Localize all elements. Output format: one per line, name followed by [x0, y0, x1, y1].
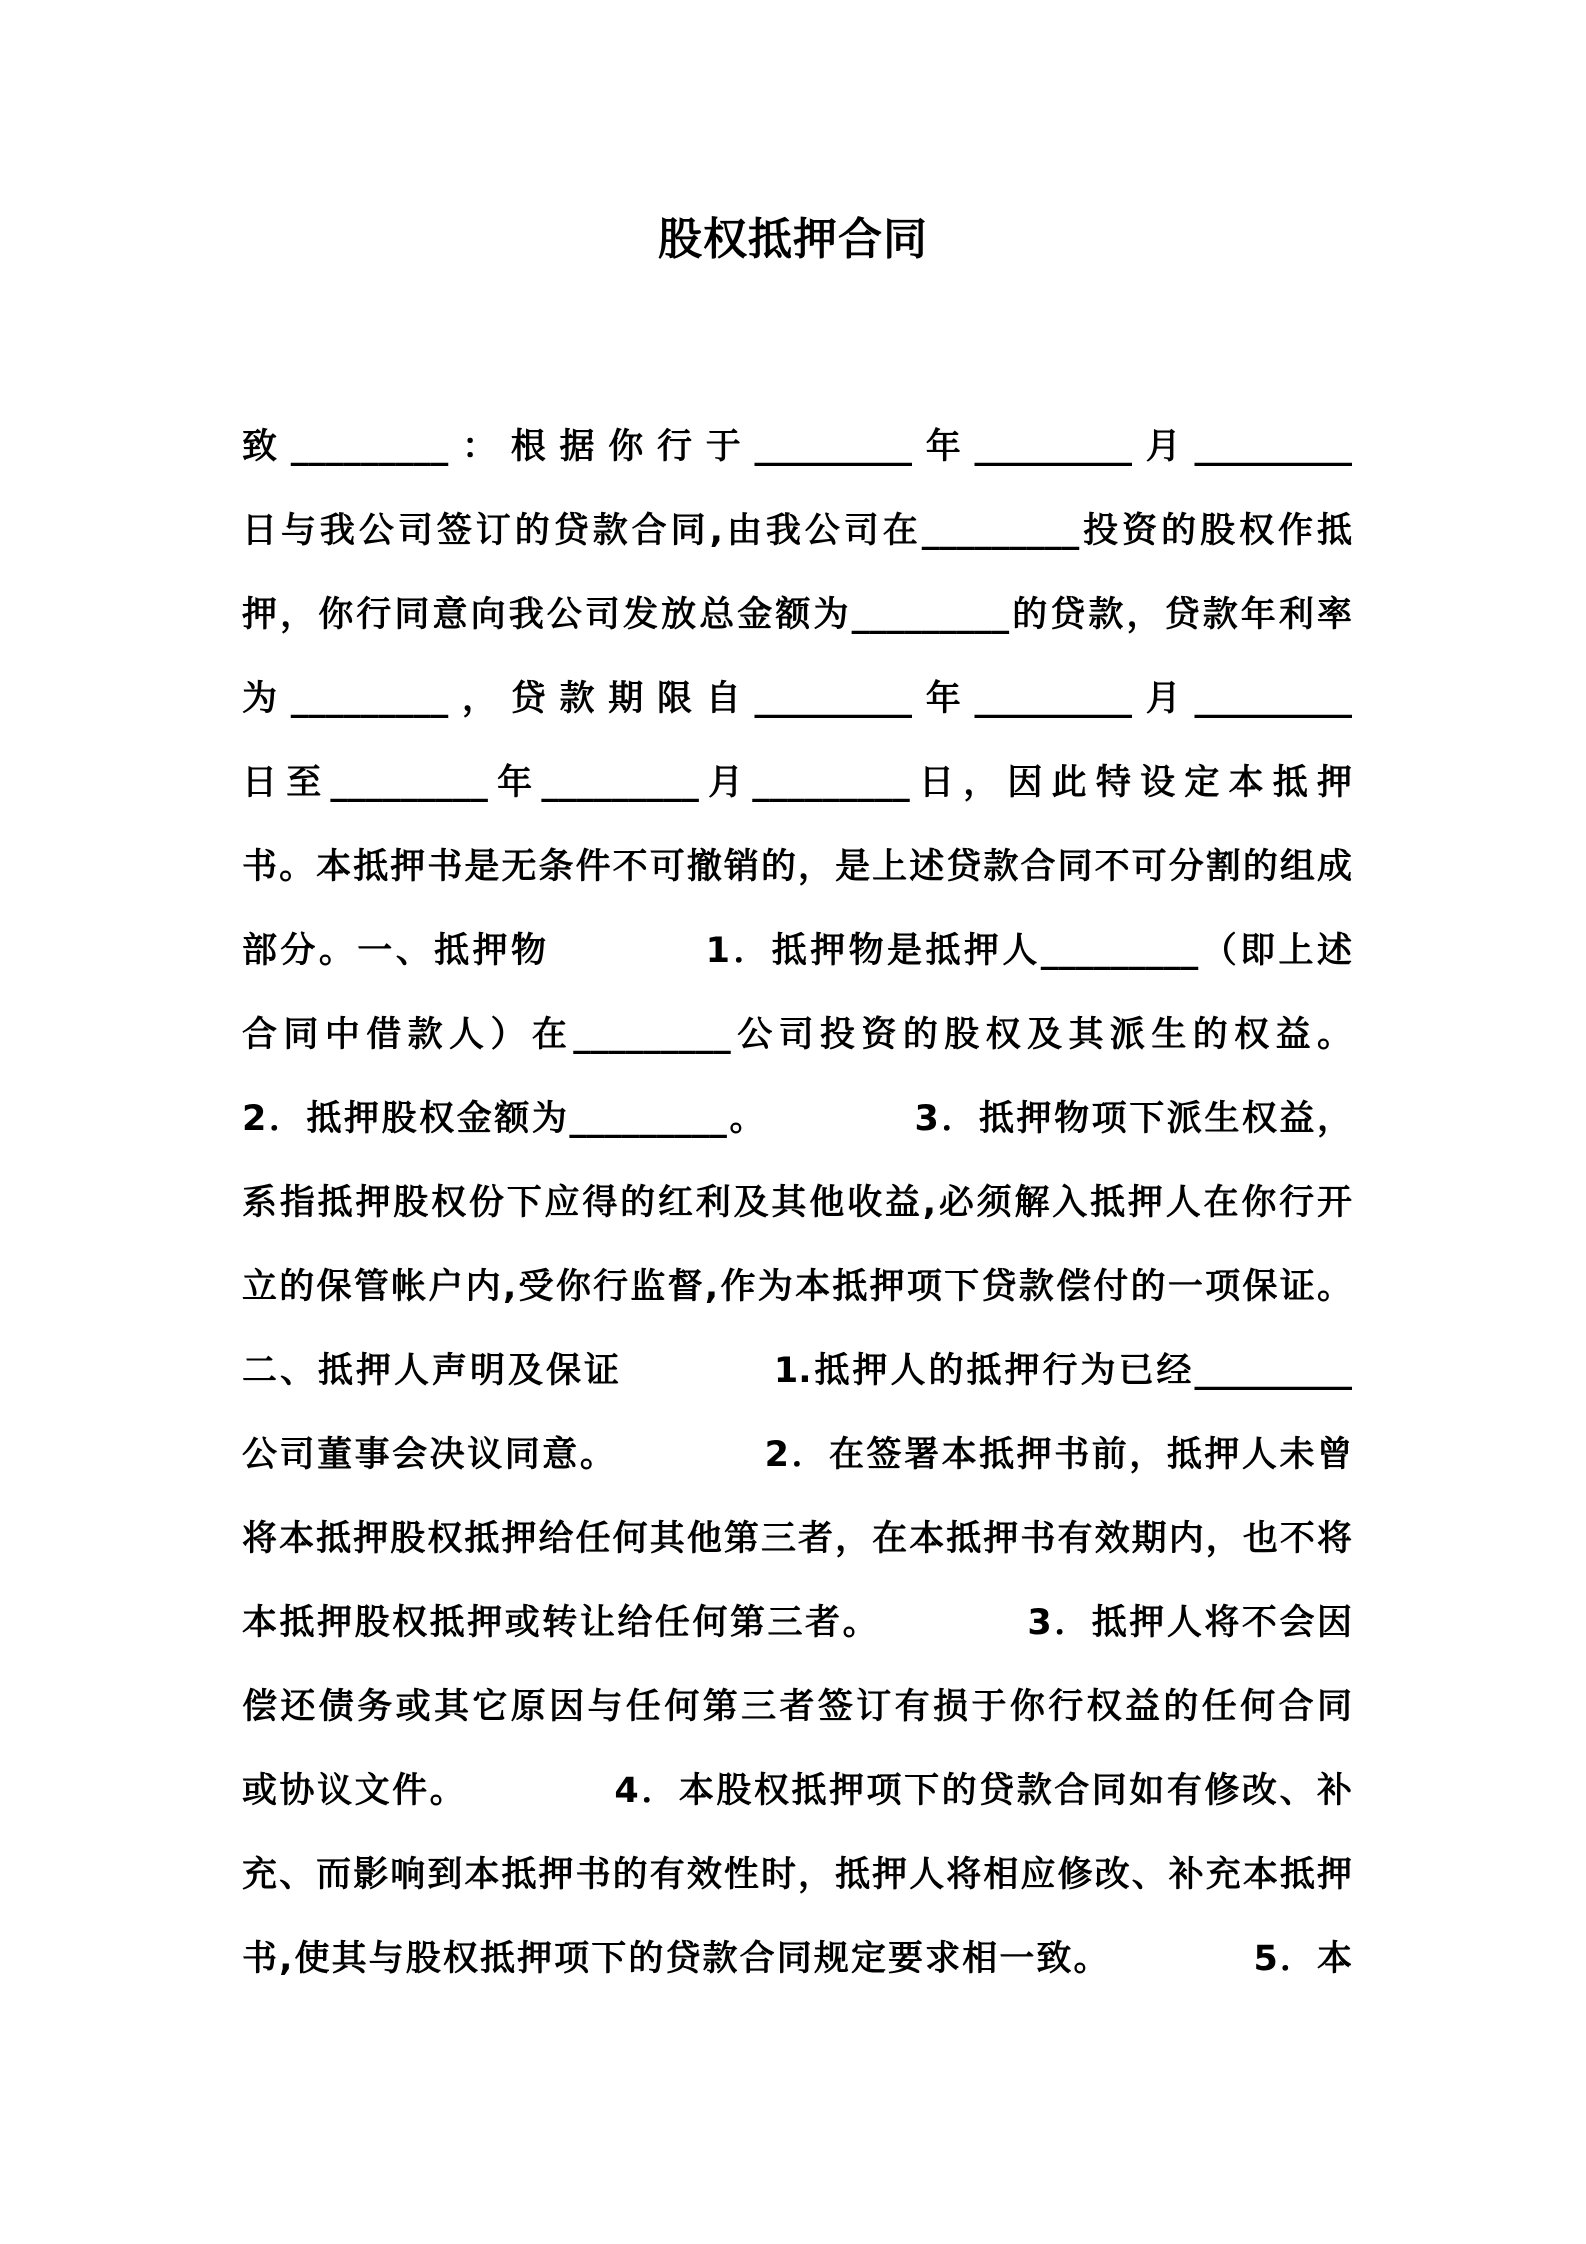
body-line: 公司董事会决议同意。 2．在签署本抵押书前，抵押人未曾 — [242, 1435, 1352, 1475]
document-title: 股权抵押合同 — [658, 214, 928, 265]
body-line: 或协议文件。 4．本股权抵押项下的贷款合同如有修改、补 — [242, 1771, 1352, 1811]
body-line: 书,使其与股权抵押项下的贷款合同规定要求相一致。 5．本 — [242, 1939, 1352, 1979]
body-line: 系指抵押股权份下应得的红利及其他收益,必须解入抵押人在你行开 — [242, 1183, 1352, 1223]
body-line: 日与我公司签订的贷款合同,由我公司在_________投资的股权作抵 — [242, 511, 1352, 551]
body-line: 本抵押股权抵押或转让给任何第三者。 3．抵押人将不会因 — [242, 1603, 1352, 1643]
body-line: 为_________，贷款期限自_________年_________月_________ — [242, 679, 1352, 719]
body-line: 立的保管帐户内,受你行监督,作为本抵押项下贷款偿付的一项保证。 — [242, 1267, 1352, 1307]
body-line: 二、抵押人声明及保证 1.抵押人的抵押行为已经_________ — [242, 1351, 1352, 1391]
body-line: 部分。一、抵押物 1．抵押物是抵押人_________（即上述 — [242, 931, 1352, 971]
document-body — [242, 405, 1352, 2001]
body-line: 偿还债务或其它原因与任何第三者签订有损于你行权益的任何合同 — [242, 1687, 1352, 1727]
body-line: 合同中借款人）在_________公司投资的股权及其派生的权益。 — [242, 1015, 1352, 1055]
body-line: 2．抵押股权金额为_________。 3．抵押物项下派生权益， — [242, 1099, 1352, 1139]
body-line: 将本抵押股权抵押给任何其他第三者，在本抵押书有效期内，也不将 — [242, 1519, 1352, 1559]
body-line: 日至_________年_________月_________日，因此特设定本抵押 — [242, 763, 1352, 803]
body-line: 充、而影响到本抵押书的有效性时，抵押人将相应修改、补充本抵押 — [242, 1855, 1352, 1895]
body-line: 致_________：根据你行于_________年_________月_________ — [242, 427, 1352, 467]
body-line: 书。本抵押书是无条件不可撤销的，是上述贷款合同不可分割的组成 — [242, 847, 1352, 887]
body-line: 押，你行同意向我公司发放总金额为_________的贷款，贷款年利率 — [242, 595, 1352, 635]
